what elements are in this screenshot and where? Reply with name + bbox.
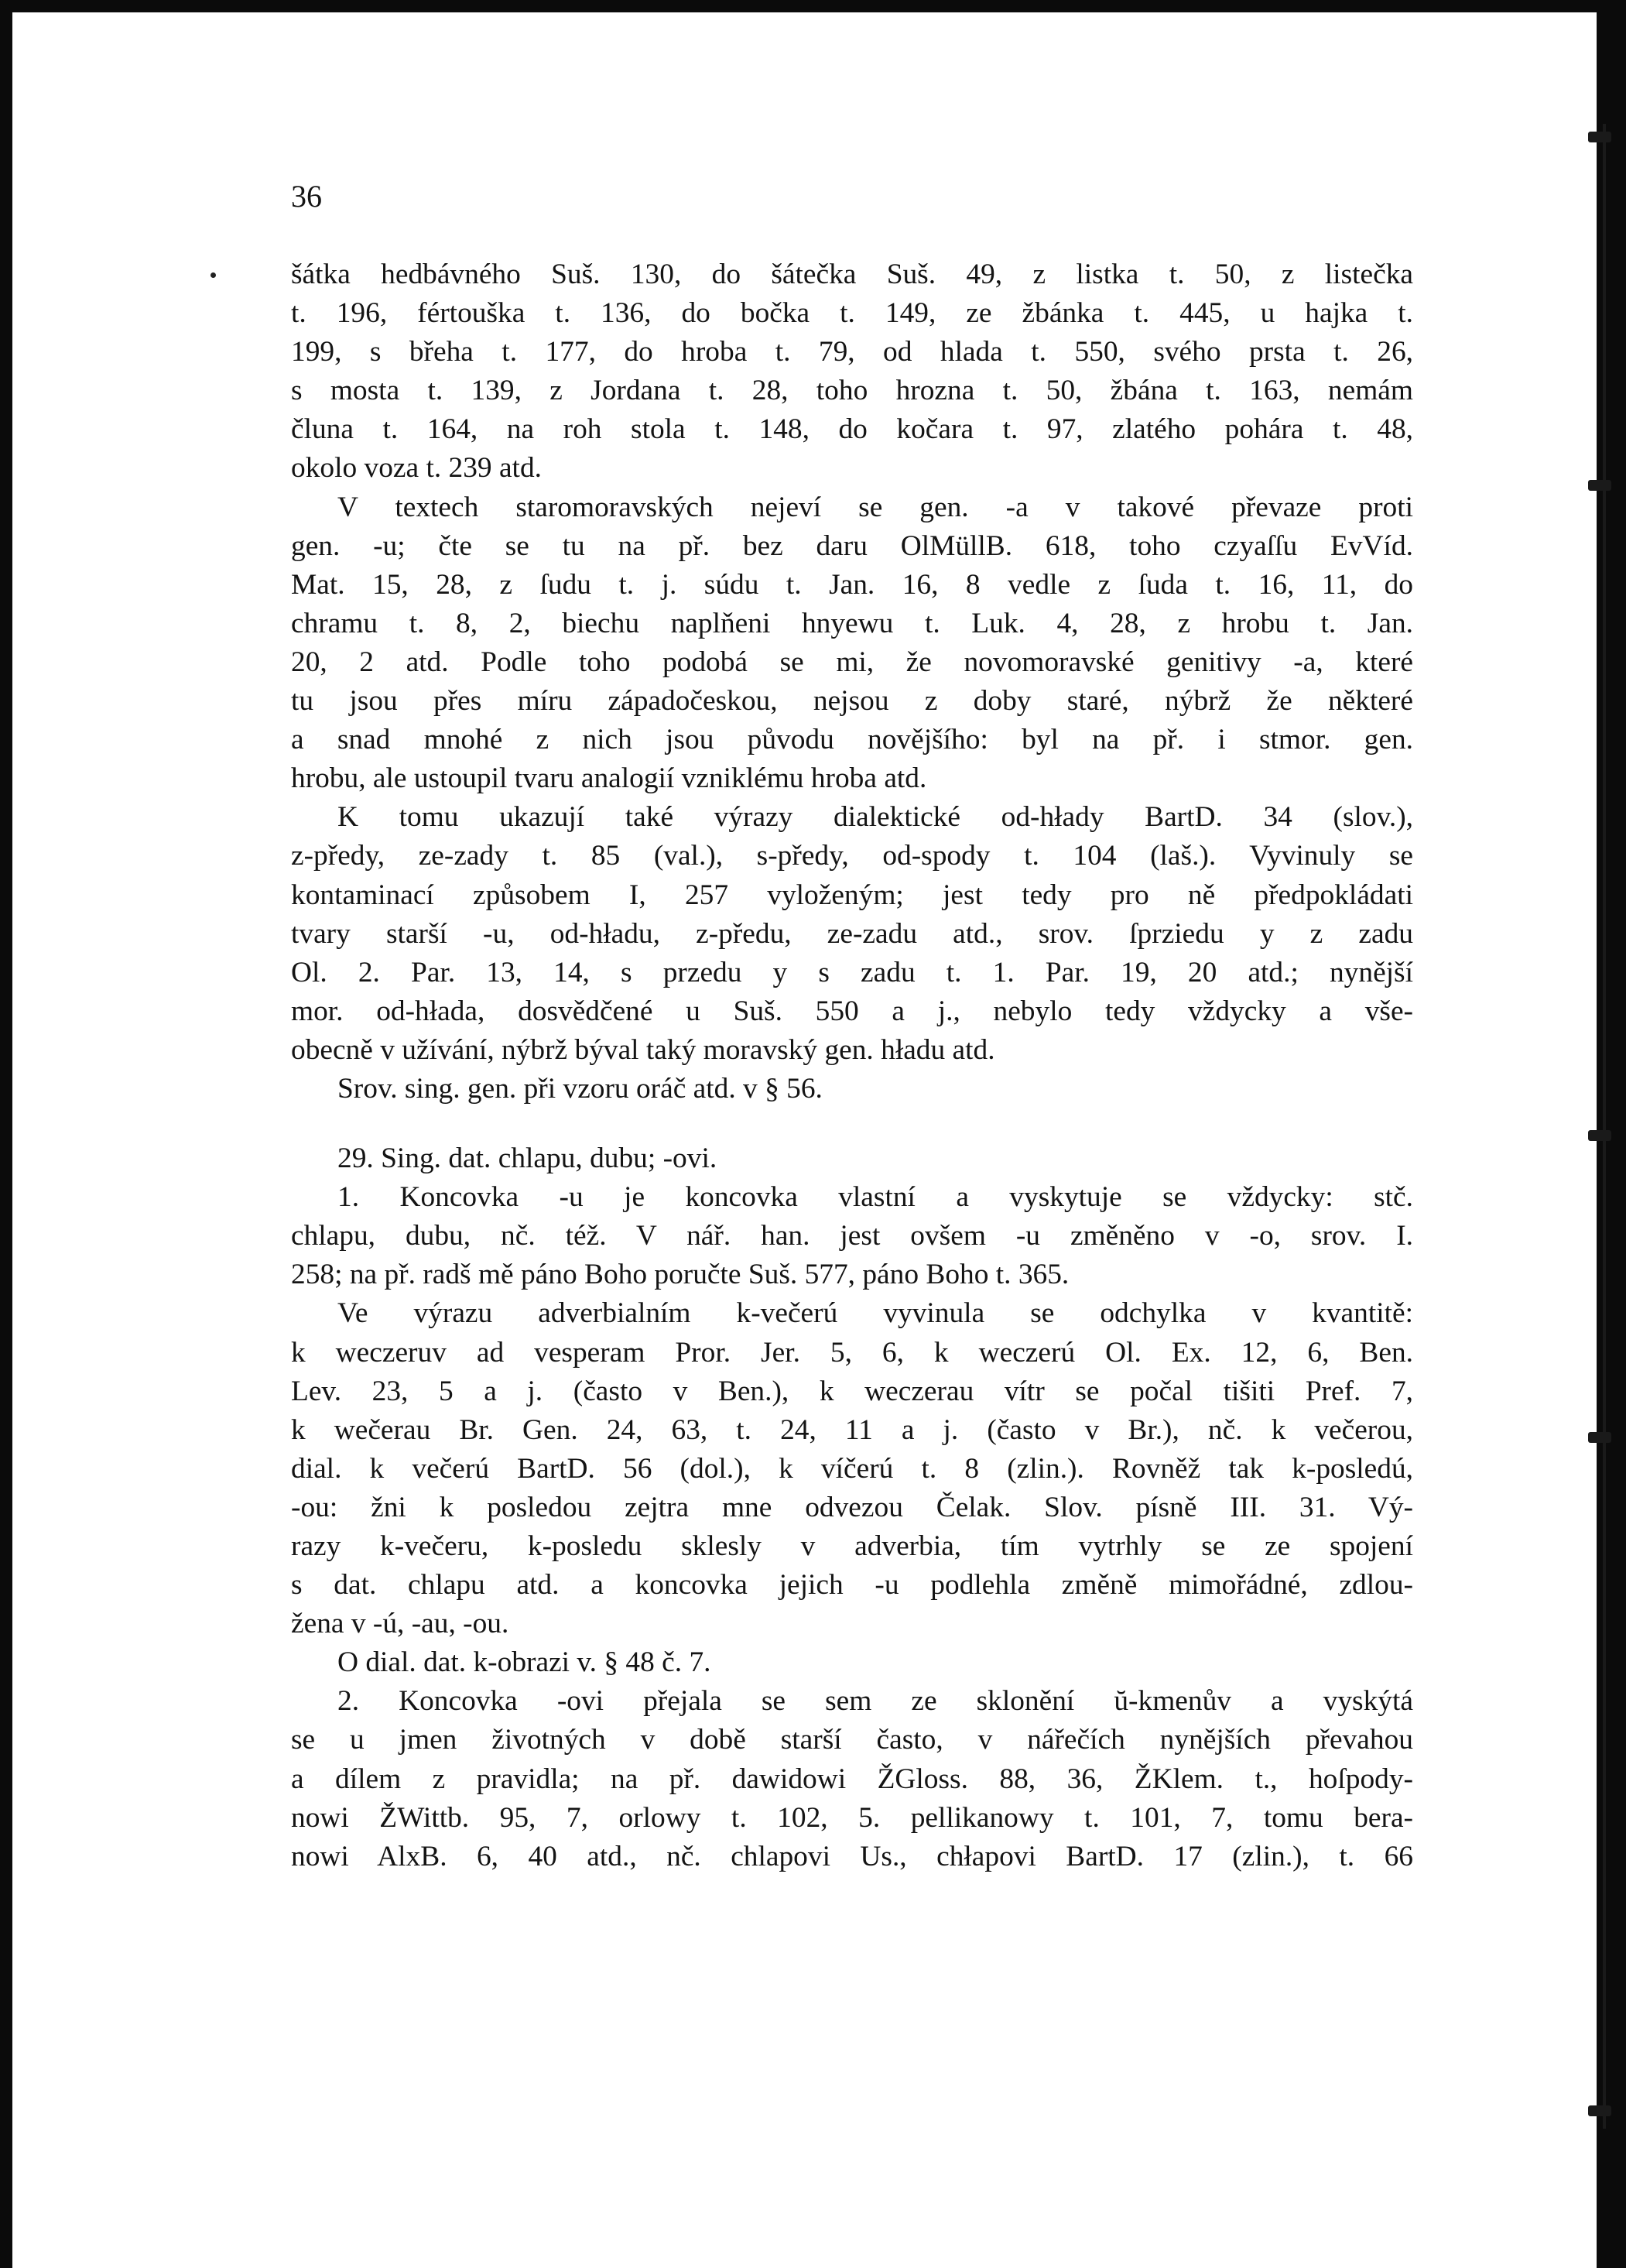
text-line: hrobu, ale ustoupil tvaru analogií vzniklému hroba atd. bbox=[291, 762, 927, 795]
section-heading: 29. Sing. dat. chlapu, dubu; -ovi. bbox=[337, 1143, 717, 1175]
text-line: žena v -ú, -au, -ou. bbox=[291, 1608, 509, 1640]
text-line: mor. od-hłada, dosvědčené u Suš. 550 a j., nebylo tedy vždycky a vše- bbox=[291, 995, 1413, 1027]
text-line: Ve výrazu adverbialním k-večerú vyvinula se odchylka v kvantitě: bbox=[337, 1297, 1413, 1330]
scan-edge-mark bbox=[1588, 1432, 1611, 1443]
text-line: K tomu ukazují také výrazy dialektické od-hłady BartD. 34 (slov.), bbox=[337, 801, 1413, 834]
scan-edge-mark bbox=[1588, 480, 1611, 491]
scan-edge-mark bbox=[1588, 1130, 1611, 1141]
text-line: k wečerau Br. Gen. 24, 63, t. 24, 11 a j. (často v Br.), nč. k večerou, bbox=[291, 1413, 1413, 1446]
text-line: tu jsou přes míru západočeskou, nejsou z doby staré, nýbrž že některé bbox=[291, 685, 1413, 718]
text-line: razy k-večeru, k-posledu sklesly v adverbia, tím vytrhly se ze spojení bbox=[291, 1530, 1413, 1562]
scan-edge-mark bbox=[1588, 2105, 1611, 2116]
text-line: s dat. chlapu atd. a koncovka jejich -u podlehla změně mimořádné, zdlou- bbox=[291, 1569, 1413, 1602]
text-line: z-předy, ze-zady t. 85 (val.), s-předy, od-spody t. 104 (laš.). Vyvinuly se bbox=[291, 840, 1413, 872]
text-line: gen. -u; čte se tu na př. bez daru OlMüllB. 618, toho czyaſſu EvVíd. bbox=[291, 529, 1413, 562]
page-number: 36 bbox=[291, 179, 322, 214]
text-line: Ol. 2. Par. 13, 14, s przedu y s zadu t. 1. Par. 19, 20 atd.; nynější bbox=[291, 956, 1413, 988]
page-body bbox=[291, 255, 1413, 1876]
text-line: šátka hedbávného Suš. 130, do šátečka Suš. 49, z listka t. 50, z listečka bbox=[291, 259, 1413, 290]
text-line: s mosta t. 139, z Jordana t. 28, toho hrozna t. 50, žbána t. 163, nemám bbox=[291, 375, 1413, 407]
text-line: Lev. 23, 5 a j. (často v Ben.), k weczerau vítr se počal tišiti Pref. 7, bbox=[291, 1375, 1413, 1407]
scan-edge-rule bbox=[1603, 124, 1606, 2129]
text-line: okolo voza t. 239 atd. bbox=[291, 452, 542, 485]
text-line: dial. k večerú BartD. 56 (dol.), k víčerú t. 8 (zlin.). Rovněž tak k-posledú, bbox=[291, 1452, 1413, 1485]
text-line: 2. Koncovka -ovi přejala se sem ze sklonění ŭ-kmenův a vyskýtá bbox=[337, 1685, 1413, 1718]
scan-border-top bbox=[0, 0, 1626, 12]
scan-border-left bbox=[0, 0, 12, 2268]
text-line: O dial. dat. k-obrazi v. § 48 č. 7. bbox=[337, 1646, 711, 1679]
text-line: čluna t. 164, na roh stola t. 148, do kočara t. 97, zlatého pohára t. 48, bbox=[291, 413, 1413, 446]
text-line: 199, s břeha t. 177, do hroba t. 79, od hlada t. 550, svého prsta t. 26, bbox=[291, 336, 1413, 368]
text-line: 258; na př. radš mě páno Boho poručte Suš. 577, páno Boho t. 365. bbox=[291, 1259, 1070, 1291]
margin-dot bbox=[211, 272, 216, 278]
scan-edge-mark bbox=[1588, 132, 1611, 142]
text-line: chlapu, dubu, nč. též. V nář. han. jest ovšem -u změněno v -o, srov. I. bbox=[291, 1220, 1413, 1252]
text-line: V textech staromoravských nejeví se gen. -a v takové převaze proti bbox=[337, 491, 1413, 523]
text-line: k weczeruv ad vesperam Pror. Jer. 5, 6, k weczerú Ol. Ex. 12, 6, Ben. bbox=[291, 1336, 1413, 1369]
text-line: nowi AlxB. 6, 40 atd., nč. chlapovi Us., chłapovi BartD. 17 (zlin.), t. 66 bbox=[291, 1840, 1413, 1872]
text-line: se u jmen životných v době starší často, v nářečích nynějších převahou bbox=[291, 1724, 1413, 1756]
text-line: a snad mnohé z nich jsou původu novějšího: byl na př. i stmor. gen. bbox=[291, 724, 1413, 756]
text-line: tvary starší -u, od-hładu, z-předu, ze-zadu atd., srov. ſprziedu y z zadu bbox=[291, 917, 1413, 950]
text-line: chramu t. 8, 2, biechu naplňeni hnyewu t. Luk. 4, 28, z hrobu t. Jan. bbox=[291, 607, 1413, 639]
text-line: t. 196, fértouška t. 136, do bočka t. 149, ze žbánka t. 445, u hajka t. bbox=[291, 297, 1413, 330]
text-line: 20, 2 atd. Podle toho podobá se mi, že novomoravské genitivy -a, které bbox=[291, 646, 1413, 678]
text-line: nowi ŽWittb. 95, 7, orlowy t. 102, 5. pellikanowy t. 101, 7, tomu bera- bbox=[291, 1801, 1413, 1834]
text-line: obecně v užívání, nýbrž býval taký moravský gen. hładu atd. bbox=[291, 1033, 995, 1066]
text-line: kontaminací způsobem I, 257 vyloženým; jest tedy pro ně předpokládati bbox=[291, 879, 1413, 911]
text-line: Mat. 15, 28, z ſudu t. j. súdu t. Jan. 16, 8 vedle z ſuda t. 16, 11, do bbox=[291, 568, 1413, 601]
text-line: 1. Koncovka -u je koncovka vlastní a vyskytuje se vždycky: stč. bbox=[337, 1181, 1413, 1214]
section-gap bbox=[291, 1108, 1413, 1139]
text-line: -ou: žni k posledou zejtra mne odvezou Čelak. Slov. písně III. 31. Vý- bbox=[291, 1491, 1413, 1523]
text-line: Srov. sing. gen. při vzoru oráč atd. v § 56. bbox=[337, 1072, 823, 1105]
text-line: a dílem z pravidla; na př. dawidowi ŽGloss. 88, 36, ŽKlem. t., hoſpody- bbox=[291, 1763, 1413, 1795]
